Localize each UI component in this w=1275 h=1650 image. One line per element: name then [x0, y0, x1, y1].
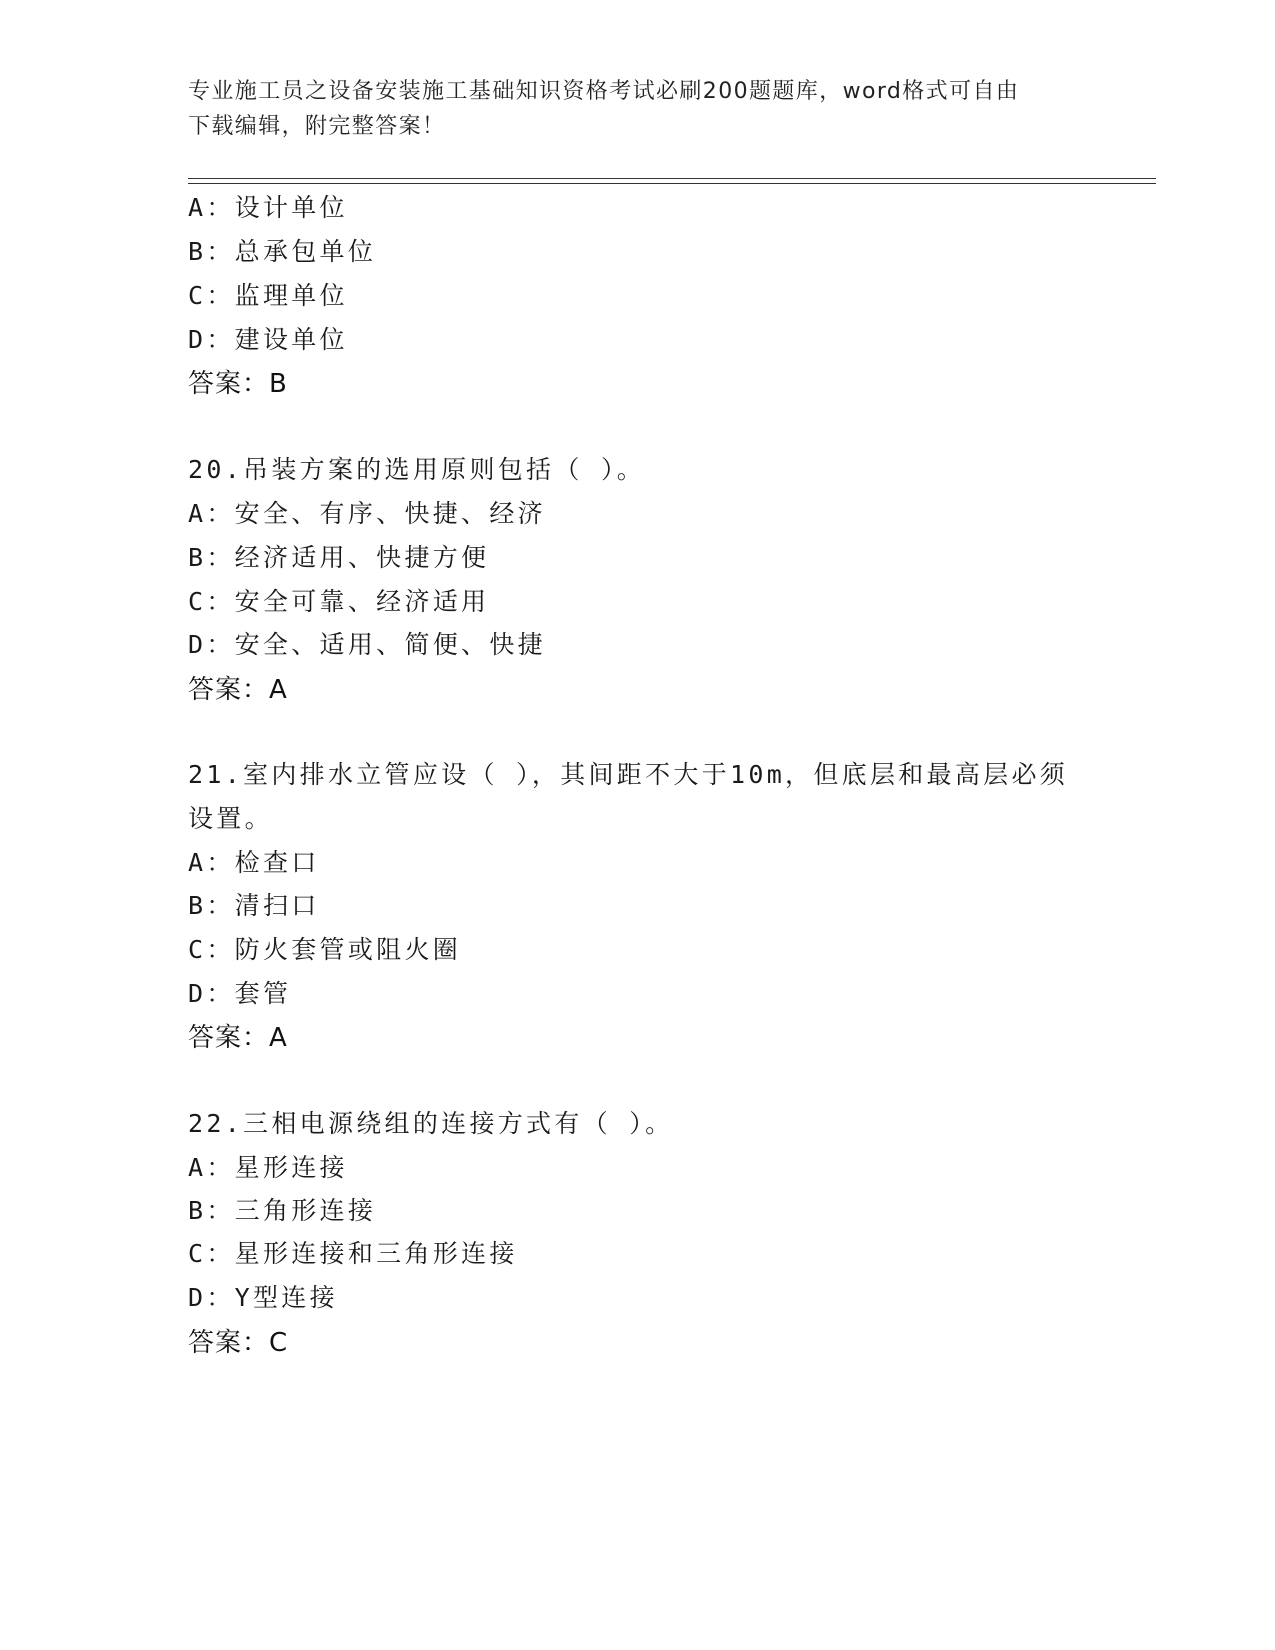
q20-question: 20.吊装方案的选用原则包括（ ）。	[188, 455, 646, 484]
q21-option-a: A：检查口	[188, 848, 320, 877]
q21-option-c: C：防火套管或阻火圈	[188, 935, 462, 964]
q21-option-b: B：清扫口	[188, 891, 320, 920]
q22-answer: 答案：C	[188, 1328, 289, 1358]
header-divider	[188, 178, 1156, 184]
q20-option-d: D：安全、适用、简便、快捷	[188, 630, 546, 659]
q19-option-b: B：总承包单位	[188, 237, 377, 266]
header-line-1: 专业施工员之设备安装施工基础知识资格考试必刷200题题库，word格式可自由	[188, 79, 1020, 104]
document-header	[188, 74, 1088, 144]
q19-answer: 答案：B	[188, 369, 288, 399]
q22-question: 22.三相电源绕组的连接方式有（ ）。	[188, 1109, 674, 1138]
q20-answer: 答案：A	[188, 675, 288, 705]
q19-option-d: D：建设单位	[188, 325, 348, 354]
q21-answer: 答案：A	[188, 1023, 288, 1053]
q20-option-b: B：经济适用、快捷方便	[188, 543, 490, 572]
q21-option-d: D：套管	[188, 979, 292, 1008]
q21-question-line-2: 设置。	[188, 804, 273, 833]
q20-option-a: A：安全、有序、快捷、经济	[188, 499, 546, 528]
header-line-2: 下载编辑，附完整答案！	[188, 114, 446, 139]
q22-option-d: D：Y型连接	[188, 1283, 338, 1312]
q21-question-line-1: 21.室内排水立管应设（ ），其间距不大于10m，但底层和最高层必须	[188, 760, 1069, 789]
q19-option-a: A：设计单位	[188, 193, 348, 222]
q22-option-c: C：星形连接和三角形连接	[188, 1239, 518, 1268]
q19-option-c: C：监理单位	[188, 281, 348, 310]
q20-option-c: C：安全可靠、经济适用	[188, 587, 490, 616]
q22-option-a: A：星形连接	[188, 1153, 348, 1182]
q22-option-b: B：三角形连接	[188, 1196, 377, 1225]
